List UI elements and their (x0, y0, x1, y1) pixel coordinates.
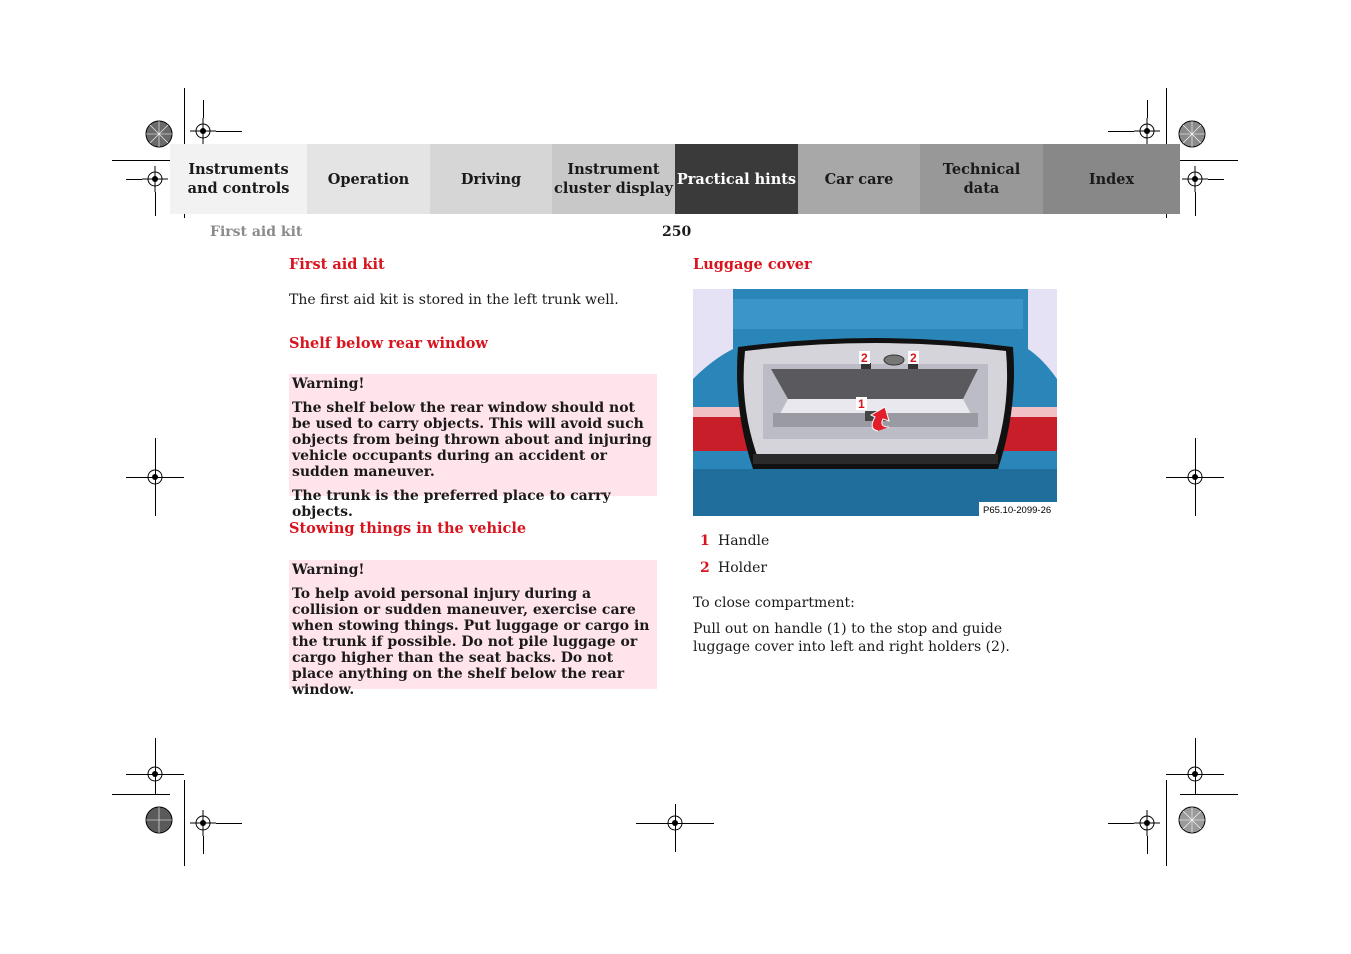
heading-shelf-below-rear-window: Shelf below rear window (289, 335, 488, 352)
warning-title: Warning! (292, 376, 365, 392)
starburst-icon (145, 806, 173, 834)
crosshair-icon (1182, 761, 1208, 787)
instruction-text: Pull out on handle (1) to the stop and guide luggage cover into left and right holders (2). (693, 621, 1010, 655)
tab-instrument-cluster-display[interactable]: Instrument cluster display (552, 144, 675, 214)
warning-text: To help avoid personal injury during a collision or sudden maneuver, exercise care when stowing things. Put luggage or cargo in the trunk if possible. Do not pile luggage or cargo higher than the seat backs. Do not place anything on the shelf below the rear window. (292, 586, 650, 698)
page-number: 250 (662, 224, 692, 240)
crosshair-icon (662, 810, 688, 836)
crosshair-icon (190, 810, 216, 836)
crosshair-icon (190, 118, 216, 144)
tab-index[interactable]: Index (1043, 144, 1180, 214)
callout-2-left: 2 (861, 351, 868, 365)
heading-first-aid-kit: First aid kit (289, 256, 385, 273)
callout-1: 1 (858, 397, 865, 411)
starburst-icon (145, 120, 173, 148)
starburst-icon (1178, 806, 1206, 834)
legend-item: 1 Handle (700, 533, 770, 549)
trunk-illustration (693, 289, 1057, 516)
heading-stowing-things: Stowing things in the vehicle (289, 520, 527, 537)
tab-car-care[interactable]: Car care (798, 144, 920, 214)
section-nav (170, 144, 1180, 214)
tab-technical-data[interactable]: Technical data (920, 144, 1043, 214)
crosshair-icon (142, 761, 168, 787)
crosshair-icon (1134, 118, 1160, 144)
tab-instruments-and-controls[interactable]: Instruments and controls (170, 144, 307, 214)
crosshair-icon (142, 166, 168, 192)
warning-text: The shelf below the rear window should not be used to carry objects. This will avoid such objects from being thrown about and injuring vehicle occupants during an accident or sudden maneuver. (292, 400, 652, 480)
crosshair-icon (1182, 166, 1208, 192)
callout-2-right: 2 (910, 351, 917, 365)
warning-box-stowing (289, 560, 657, 698)
first-aid-text: The first aid kit is stored in the left trunk well. (289, 292, 619, 308)
running-head: First aid kit (210, 224, 303, 240)
heading-luggage-cover: Luggage cover (693, 256, 812, 273)
tab-driving[interactable]: Driving (430, 144, 552, 214)
legend-item: 2 Holder (700, 560, 768, 576)
warning-title: Warning! (292, 562, 365, 578)
crosshair-icon (1182, 464, 1208, 490)
crosshair-icon (142, 464, 168, 490)
warning-box-shelf (289, 374, 657, 520)
instruction-intro: To close compartment: (693, 595, 855, 611)
warning-text: The trunk is the preferred place to carry objects. (292, 488, 611, 520)
starburst-icon (1178, 120, 1206, 148)
crosshair-icon (1134, 810, 1160, 836)
tab-operation[interactable]: Operation (307, 144, 430, 214)
tab-practical-hints[interactable]: Practical hints (675, 144, 798, 214)
figure-code: P65.10-2099-26 (983, 505, 1052, 516)
